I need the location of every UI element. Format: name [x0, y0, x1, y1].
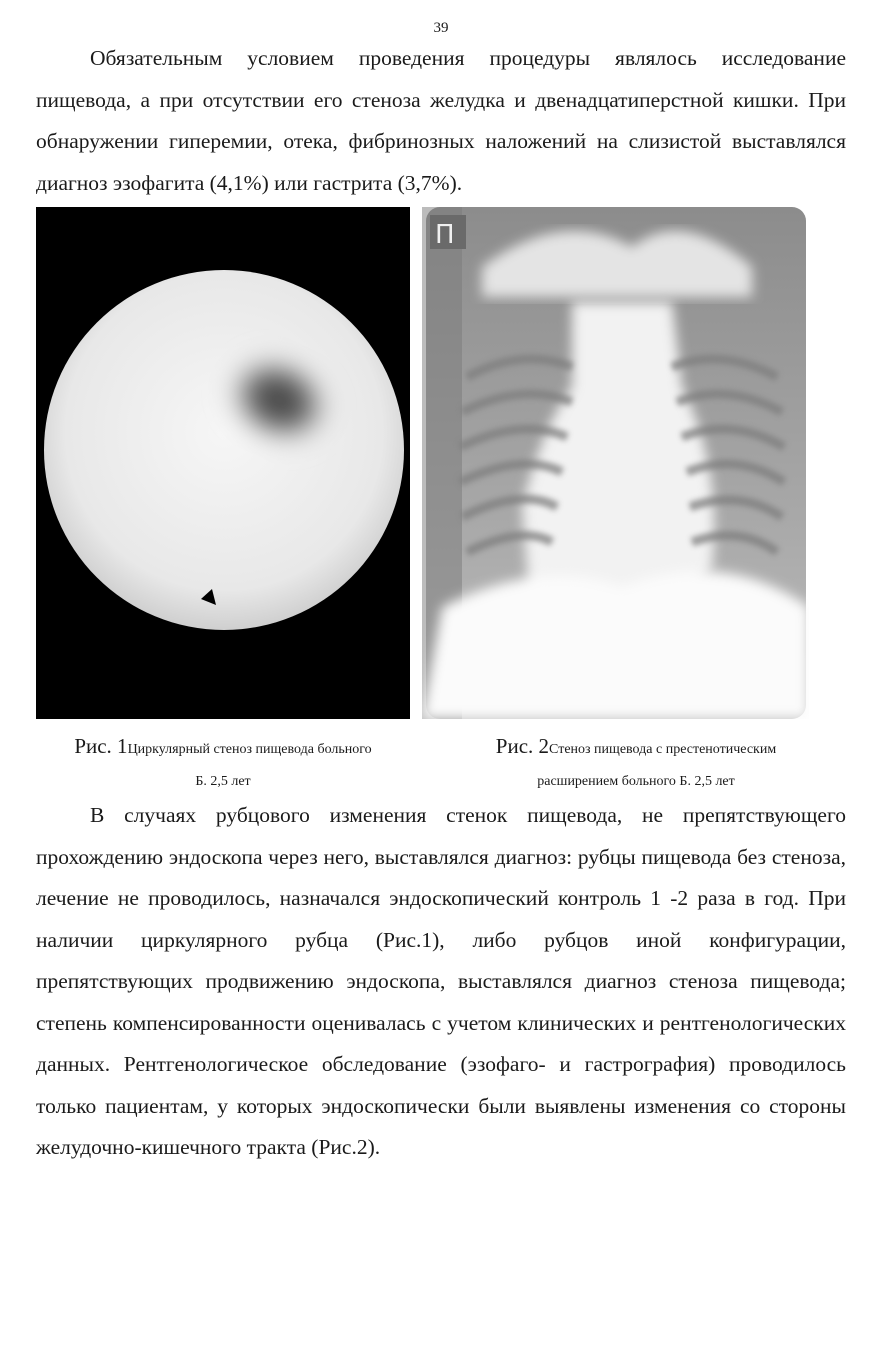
xray-marker: П — [435, 220, 455, 250]
figure-2-caption-line1 — [440, 730, 832, 766]
paragraph-intro: Обязательным условием проведения процедуры являлось исследование пищевода, а при отсутствии его стеноза желудка и двенадцатиперстной кишки. При обнаружении гиперемии, отека, фибринозных наложений на слизистой выставлялся диагноз эзофагита (4,1%) или гастрита (3,7%). — [36, 46, 846, 195]
figure-1-caption-line2: Б. 2,5 лет — [195, 774, 251, 789]
figure-2-label: Рис. 2 — [495, 734, 550, 758]
xray-photo — [422, 207, 809, 719]
paragraph-diagnosis: В случаях рубцового изменения стенок пищевода, не препятствующего прохождению эндоскопа через него, выставлялся диагноз: рубцы пищевода без стеноза, лечение не проводилось, назначался эндоскопический контроль 1 -2 раза в год. При наличии циркулярного рубца (Рис.1), либо рубцов иной конфигурации, препятствующих продвижению эндоскопа, выставлялся диагноз стеноза пищевода; степень компенсированности оценивалась с учетом клинических и рентгенологических данных. Рентгенологическое обследование (эзофаго- и гастрография) проводилось только пациентам, у которых эндоскопически были выявлены изменения со стороны желудочно-кишечного тракта (Рис.2). — [36, 803, 846, 1159]
endoscopy-photo — [36, 207, 410, 719]
page-number: 39 — [433, 20, 449, 36]
xray-photo-svg — [422, 207, 809, 719]
figure-1-label: Рис. 1 — [74, 734, 128, 758]
endoscopy-photo-svg — [36, 207, 410, 719]
figure-1-caption-line1 — [36, 730, 410, 766]
figure-2-caption-line2: расширением больного Б. 2,5 лет — [537, 774, 735, 789]
figure-1-caption — [36, 730, 410, 798]
endoscope-view-circle — [44, 270, 404, 630]
figure-2-caption — [440, 730, 832, 798]
figure-2-caption-text: Стеноз пищевода с престенотическим — [549, 742, 777, 757]
figure-1-caption-text: Циркулярный стеноз пищевода больного — [127, 742, 372, 757]
